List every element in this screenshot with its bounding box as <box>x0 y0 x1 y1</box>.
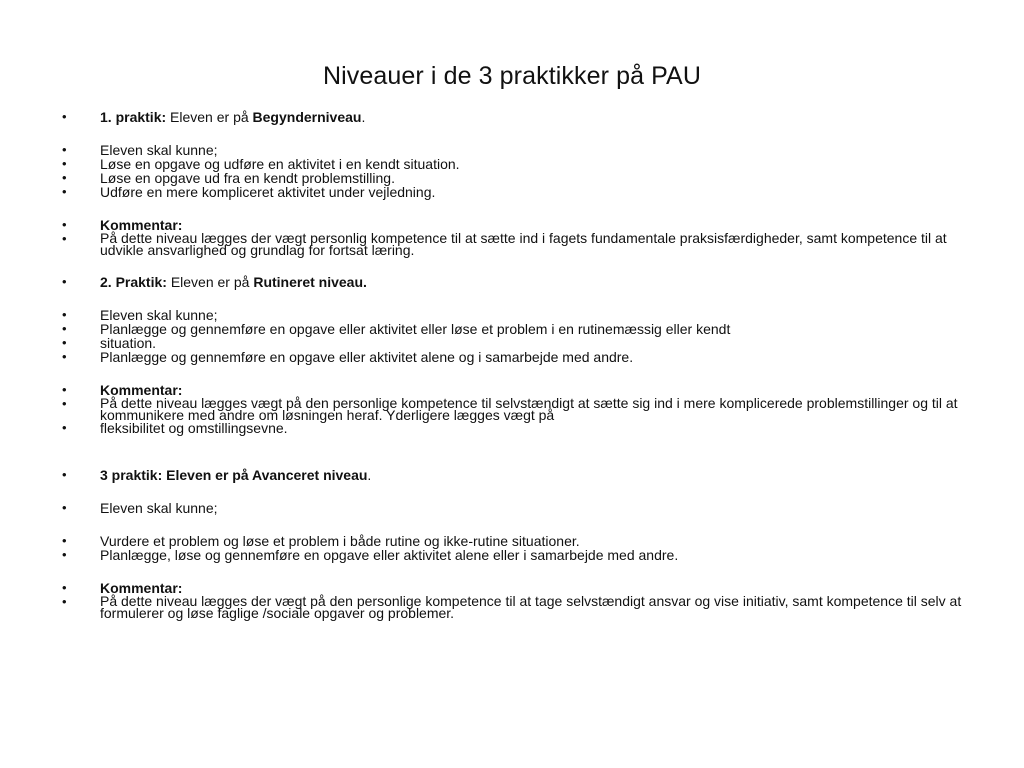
comment-text: På dette niveau lægges der vægt på den personlige kompetence til at tage selvstændigt ansvar og vise initiativ, samt kompetence til selv at formulerer og løse faglige /sociale opgaver og problemer. <box>100 593 962 621</box>
bullet-icon: • <box>62 420 67 435</box>
bullet-icon: • <box>62 217 67 232</box>
section-2-item-1 <box>62 322 962 336</box>
section-3-label: 3 praktik: Eleven er på Avanceret niveau <box>100 467 368 483</box>
bullet-icon: • <box>62 274 67 289</box>
section-3-end: . <box>367 467 372 483</box>
bullet-icon: • <box>62 547 67 562</box>
section-3-comment-1 <box>62 595 962 619</box>
bullet-list <box>62 110 962 619</box>
bullet-icon: • <box>62 349 67 364</box>
bullet-icon: • <box>62 142 67 157</box>
section-1-heading <box>62 110 962 124</box>
section-2-comment-1 <box>62 397 962 421</box>
section-2-intro <box>62 308 962 322</box>
section-2-text: Eleven er på <box>166 274 254 290</box>
section-3-item-1 <box>62 534 962 548</box>
intro-text: Eleven skal kunne; <box>100 142 218 158</box>
comment-text: fleksibilitet og omstillingsevne. <box>100 420 288 436</box>
bullet-icon: • <box>62 231 67 246</box>
section-1-intro <box>62 143 962 157</box>
section-1-level: Begynderniveau <box>252 109 362 125</box>
bullet-icon: • <box>62 382 67 397</box>
section-2-label: 2. Praktik: <box>100 274 167 290</box>
section-3-heading <box>62 468 962 482</box>
bullet-icon: • <box>62 321 67 336</box>
item-text: Planlægge og gennemføre en opgave eller aktivitet alene og i samarbejde med andre. <box>100 349 634 365</box>
comment-label: Kommentar: <box>100 217 183 233</box>
section-1-end: . <box>361 109 366 125</box>
bullet-icon: • <box>62 307 67 322</box>
bullet-icon: • <box>62 109 67 124</box>
bullet-icon: • <box>62 156 67 171</box>
comment-label: Kommentar: <box>100 580 183 596</box>
section-1-text: Eleven er på <box>166 109 253 125</box>
bullet-icon: • <box>62 580 67 595</box>
bullet-icon: • <box>62 533 67 548</box>
bullet-icon: • <box>62 467 67 482</box>
bullet-icon: • <box>62 335 67 350</box>
bullet-icon: • <box>62 170 67 185</box>
section-2-item-2 <box>62 336 962 350</box>
section-1-item-2 <box>62 171 962 185</box>
item-text: situation. <box>100 335 157 351</box>
slide-title: Niveauer i de 3 praktikker på PAU <box>322 62 701 90</box>
item-text: Udføre en mere kompliceret aktivitet under vejledning. <box>100 184 436 200</box>
section-2-level: Rutineret niveau. <box>253 274 367 290</box>
item-text: Vurdere et problem og løse et problem i både rutine og ikke-rutine situationer. <box>100 533 580 549</box>
section-1-comment-1 <box>62 232 962 256</box>
item-text: Løse en opgave ud fra en kendt problemstilling. <box>100 170 395 186</box>
bullet-icon: • <box>62 500 67 515</box>
bullet-icon: • <box>62 396 67 411</box>
item-text: Planlægge og gennemføre en opgave eller aktivitet eller løse et problem i en rutinemæssig eller kendt <box>100 321 731 337</box>
item-text: Løse en opgave og udføre en aktivitet i en kendt situation. <box>100 156 460 172</box>
section-3-item-2 <box>62 548 962 562</box>
comment-text: På dette niveau lægges der vægt personlig kompetence til at sætte ind i fagets fundamentale praksisfærdigheder, samt kompetence til at udvikle ansvarlighed og grundlag for fortsat læring. <box>100 230 947 258</box>
section-2-heading <box>62 275 962 289</box>
bullet-icon: • <box>62 184 67 199</box>
bullet-icon: • <box>62 594 67 609</box>
section-3-intro <box>62 501 962 515</box>
section-1-item-3 <box>62 185 962 199</box>
section-2-item-3 <box>62 350 962 364</box>
section-2-comment-2 <box>62 421 962 435</box>
item-text: Planlægge, løse og gennemføre en opgave eller aktivitet alene eller i samarbejde med andre. <box>100 547 679 563</box>
comment-text: På dette niveau lægges vægt på den personlige kompetence til selvstændigt at sætte sig ind i mere komplicerede problemstillinger og til at kommunikere med andre om løsningen heraf. Yderligere lægges vægt på <box>100 395 958 423</box>
comment-label: Kommentar: <box>100 382 183 398</box>
intro-text: Eleven skal kunne; <box>100 500 218 516</box>
section-1-item-1 <box>62 157 962 171</box>
section-1-label: 1. praktik: <box>100 109 167 125</box>
intro-text: Eleven skal kunne; <box>100 307 218 323</box>
